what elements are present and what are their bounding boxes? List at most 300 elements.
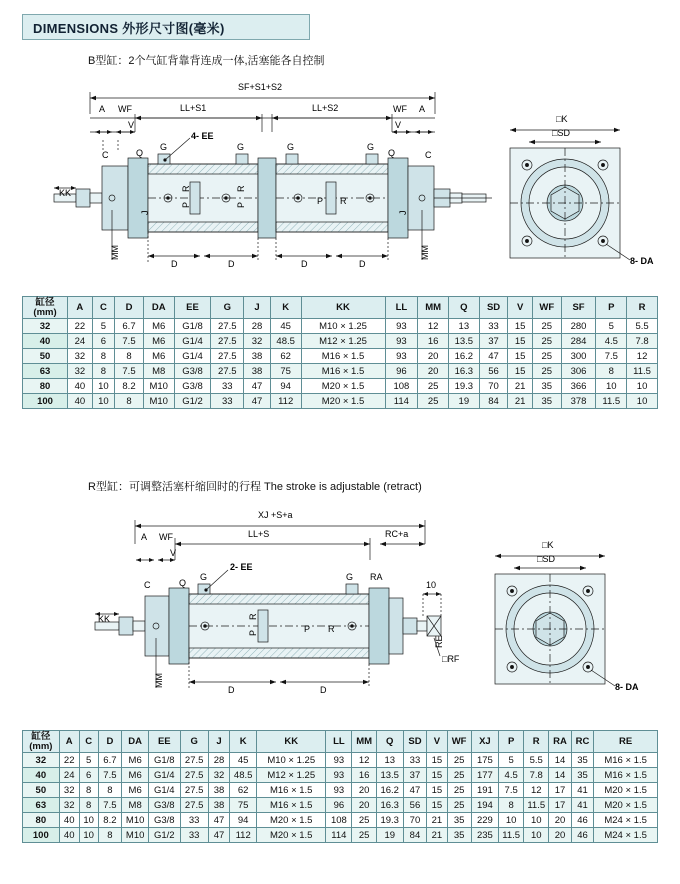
cell-value: 10 bbox=[596, 379, 627, 394]
th-wf-r: WF bbox=[447, 731, 471, 753]
cell-value: 12 bbox=[352, 753, 377, 768]
cell-value: 45 bbox=[230, 753, 257, 768]
cell-bore: 32 bbox=[23, 319, 68, 334]
label-r-3: R bbox=[340, 196, 347, 206]
label-g-r2: G bbox=[346, 572, 354, 582]
cell-value: G1/2 bbox=[174, 394, 211, 409]
cell-value: 15 bbox=[508, 334, 533, 349]
cell-value: 22 bbox=[68, 319, 93, 334]
cell-value: 21 bbox=[427, 813, 447, 828]
cell-value: M20 × 1.5 bbox=[257, 828, 326, 843]
cell-value: 306 bbox=[561, 364, 596, 379]
th-g: G bbox=[211, 297, 244, 319]
cell-value: 35 bbox=[532, 394, 561, 409]
cell-value: 35 bbox=[447, 813, 471, 828]
cell-value: 38 bbox=[208, 783, 230, 798]
cell-value: M16 × 1.5 bbox=[257, 783, 326, 798]
cell-value: 8 bbox=[92, 349, 115, 364]
cell-value: 10 bbox=[627, 394, 658, 409]
cell-value: G3/8 bbox=[149, 798, 181, 813]
cell-value: 4.5 bbox=[499, 768, 524, 783]
cell-value: 11.5 bbox=[596, 394, 627, 409]
cell-bore: 80 bbox=[23, 813, 60, 828]
cell-value: 20 bbox=[418, 364, 449, 379]
label-mm-left: MM bbox=[110, 245, 120, 260]
cell-value: 7.5 bbox=[115, 364, 144, 379]
cell-value: M24 × 1.5 bbox=[594, 828, 658, 843]
label-q-r: Q bbox=[179, 578, 187, 588]
cell-value: M12 × 1.25 bbox=[257, 768, 326, 783]
cell-value: 12 bbox=[418, 319, 449, 334]
label-wf-right: WF bbox=[393, 104, 407, 114]
cell-value: M20 × 1.5 bbox=[301, 379, 385, 394]
cell-value: 6 bbox=[92, 334, 115, 349]
cell-value: M6 bbox=[143, 349, 174, 364]
cell-value: 7.8 bbox=[627, 334, 658, 349]
dimensions-table-r bbox=[22, 730, 658, 843]
cell-value: 191 bbox=[471, 783, 498, 798]
table-row bbox=[23, 768, 658, 783]
cell-value: M6 bbox=[122, 768, 149, 783]
cell-value: 8 bbox=[79, 783, 98, 798]
cell-value: 38 bbox=[244, 364, 271, 379]
cell-value: G1/4 bbox=[174, 334, 211, 349]
label-p-r1: P bbox=[248, 629, 258, 636]
label-re: RE bbox=[434, 635, 444, 648]
cell-value: M20 × 1.5 bbox=[594, 798, 658, 813]
drawing-b-type-cylinder bbox=[40, 70, 654, 290]
label-r-1: R bbox=[181, 185, 191, 192]
cell-value: 37 bbox=[479, 334, 508, 349]
label-g-1: G bbox=[160, 142, 168, 152]
cell-value: 12 bbox=[524, 783, 549, 798]
cell-value: 94 bbox=[230, 813, 257, 828]
cell-value: 84 bbox=[403, 828, 427, 843]
cell-value: 10 bbox=[524, 828, 549, 843]
cell-value: 93 bbox=[385, 319, 418, 334]
label-10: 10 bbox=[426, 580, 437, 590]
cell-value: M12 × 1.25 bbox=[301, 334, 385, 349]
label-v-left: V bbox=[128, 120, 135, 130]
cell-value: 378 bbox=[561, 394, 596, 409]
label-sd-end-r: □SD bbox=[537, 554, 555, 564]
cell-value: 56 bbox=[403, 798, 427, 813]
th-d: D bbox=[115, 297, 144, 319]
cell-value: 75 bbox=[230, 798, 257, 813]
cell-bore: 100 bbox=[23, 828, 60, 843]
th-xj-r: XJ bbox=[471, 731, 498, 753]
label-sf-s1-s2: SF+S1+S2 bbox=[238, 82, 283, 92]
th-k-r: K bbox=[230, 731, 257, 753]
th-rc-r: RC bbox=[571, 731, 593, 753]
cell-value: 20 bbox=[418, 349, 449, 364]
cell-value: 32 bbox=[59, 798, 79, 813]
label-k-end-r: □K bbox=[542, 540, 554, 550]
cell-value: G3/8 bbox=[174, 379, 211, 394]
cell-value: M10 × 1.25 bbox=[301, 319, 385, 334]
cell-value: 19.3 bbox=[376, 813, 403, 828]
cell-value: 48.5 bbox=[230, 768, 257, 783]
cell-value: M8 bbox=[122, 798, 149, 813]
cell-value: M6 bbox=[122, 783, 149, 798]
cell-value: 25 bbox=[352, 828, 377, 843]
th-v: V bbox=[508, 297, 533, 319]
cell-value: 62 bbox=[230, 783, 257, 798]
cell-value: 28 bbox=[244, 319, 271, 334]
label-g-3: G bbox=[287, 142, 295, 152]
cell-value: 300 bbox=[561, 349, 596, 364]
cell-value: 40 bbox=[68, 379, 93, 394]
cell-value: 5.5 bbox=[524, 753, 549, 768]
cell-value: 108 bbox=[326, 813, 352, 828]
cell-value: 4.5 bbox=[596, 334, 627, 349]
cell-value: M20 × 1.5 bbox=[594, 783, 658, 798]
label-c-right: C bbox=[425, 150, 432, 160]
th-kk-r: KK bbox=[257, 731, 326, 753]
label-mm-right: MM bbox=[420, 245, 430, 260]
cell-value: 48.5 bbox=[270, 334, 301, 349]
table-row bbox=[23, 379, 658, 394]
cell-value: 32 bbox=[208, 768, 230, 783]
cell-value: 46 bbox=[571, 813, 593, 828]
cell-value: G1/8 bbox=[174, 319, 211, 334]
cell-value: 235 bbox=[471, 828, 498, 843]
cell-value: 70 bbox=[403, 813, 427, 828]
cell-value: 5 bbox=[79, 753, 98, 768]
cell-value: 15 bbox=[427, 753, 447, 768]
cell-value: 32 bbox=[59, 783, 79, 798]
label-d-4: D bbox=[359, 259, 366, 269]
cell-value: 45 bbox=[270, 319, 301, 334]
th-sd-r: SD bbox=[403, 731, 427, 753]
cell-value: 47 bbox=[208, 813, 230, 828]
cell-value: 6.7 bbox=[115, 319, 144, 334]
cell-value: 280 bbox=[561, 319, 596, 334]
cell-bore: 40 bbox=[23, 768, 60, 783]
cell-value: 15 bbox=[427, 798, 447, 813]
cell-value: M16 × 1.5 bbox=[301, 364, 385, 379]
cell-value: 17 bbox=[549, 783, 571, 798]
cell-value: 32 bbox=[244, 334, 271, 349]
cell-value: 32 bbox=[68, 349, 93, 364]
cell-value: 27.5 bbox=[180, 783, 208, 798]
label-v-r: V bbox=[170, 548, 177, 558]
cell-value: M24 × 1.5 bbox=[594, 813, 658, 828]
cell-value: M10 bbox=[143, 394, 174, 409]
cell-value: 21 bbox=[427, 828, 447, 843]
cell-value: M10 × 1.25 bbox=[257, 753, 326, 768]
th-a: A bbox=[68, 297, 93, 319]
table-row bbox=[23, 753, 658, 768]
label-wf-left: WF bbox=[118, 104, 132, 114]
cell-value: 25 bbox=[532, 349, 561, 364]
section-b-caption: B型缸：2个气缸背靠背连成一体,活塞能各自控制 bbox=[88, 55, 325, 67]
cell-value: 5 bbox=[499, 753, 524, 768]
cell-value: 5.5 bbox=[627, 319, 658, 334]
cell-value: M8 bbox=[143, 364, 174, 379]
drawing-b-svg bbox=[40, 70, 650, 290]
cell-value: 16.3 bbox=[376, 798, 403, 813]
table-b-body bbox=[23, 319, 658, 409]
cell-value: 22 bbox=[59, 753, 79, 768]
cell-value: 96 bbox=[385, 364, 418, 379]
cell-value: 15 bbox=[508, 349, 533, 364]
cell-value: 27.5 bbox=[180, 753, 208, 768]
cell-value: 17 bbox=[549, 798, 571, 813]
th-bore: 缸径 (mm) bbox=[23, 297, 68, 319]
cell-value: 33 bbox=[180, 828, 208, 843]
cell-value: 8 bbox=[98, 828, 122, 843]
th-g-r: G bbox=[180, 731, 208, 753]
cell-value: M6 bbox=[143, 319, 174, 334]
cell-value: G1/4 bbox=[149, 768, 181, 783]
cell-value: 114 bbox=[385, 394, 418, 409]
cell-value: 35 bbox=[571, 768, 593, 783]
cell-value: M16 × 1.5 bbox=[301, 349, 385, 364]
label-c-left: C bbox=[102, 150, 109, 160]
cell-value: M16 × 1.5 bbox=[594, 768, 658, 783]
th-ee-r: EE bbox=[149, 731, 181, 753]
section-r-caption: R型缸：可调整活塞杆缩回时的行程 The stroke is adjustable (retract) bbox=[88, 481, 422, 493]
cell-value: 16.2 bbox=[448, 349, 479, 364]
label-ll-s2: LL+S2 bbox=[312, 103, 339, 113]
cell-bore: 100 bbox=[23, 394, 68, 409]
cell-value: 33 bbox=[211, 379, 244, 394]
cell-value: 93 bbox=[326, 753, 352, 768]
cell-value: 7.5 bbox=[115, 334, 144, 349]
cell-value: 366 bbox=[561, 379, 596, 394]
label-ra: RA bbox=[370, 572, 383, 582]
cell-value: G1/2 bbox=[149, 828, 181, 843]
cell-value: 7.5 bbox=[499, 783, 524, 798]
th-ra-r: RA bbox=[549, 731, 571, 753]
cell-value: 15 bbox=[508, 364, 533, 379]
cell-value: 20 bbox=[549, 813, 571, 828]
cell-value: 16 bbox=[352, 768, 377, 783]
cell-value: 27.5 bbox=[180, 768, 208, 783]
cell-value: 27.5 bbox=[180, 798, 208, 813]
cell-value: 8.2 bbox=[98, 813, 122, 828]
cell-value: 25 bbox=[447, 798, 471, 813]
th-da: DA bbox=[143, 297, 174, 319]
th-c-r: C bbox=[79, 731, 98, 753]
cell-value: M20 × 1.5 bbox=[257, 813, 326, 828]
dimensions-table-b bbox=[22, 296, 658, 409]
cell-value: 7.5 bbox=[596, 349, 627, 364]
cell-value: 40 bbox=[59, 828, 79, 843]
cell-value: 27.5 bbox=[211, 364, 244, 379]
cell-value: 25 bbox=[418, 394, 449, 409]
label-v-right: V bbox=[395, 120, 402, 130]
table-row bbox=[23, 798, 658, 813]
cell-value: 47 bbox=[244, 379, 271, 394]
label-p-1: P bbox=[181, 201, 191, 208]
label-q-left: Q bbox=[136, 148, 144, 158]
label-g-2: G bbox=[237, 142, 245, 152]
label-a-r: A bbox=[141, 532, 148, 542]
table-row bbox=[23, 349, 658, 364]
label-rc-a: RC+a bbox=[385, 529, 409, 539]
cell-value: 5 bbox=[92, 319, 115, 334]
cell-value: 13.5 bbox=[448, 334, 479, 349]
cell-value: 175 bbox=[471, 753, 498, 768]
table-row bbox=[23, 783, 658, 798]
th-d-r: D bbox=[98, 731, 122, 753]
label-kk: KK bbox=[59, 188, 72, 198]
cell-value: 8 bbox=[79, 798, 98, 813]
cell-value: 12 bbox=[627, 349, 658, 364]
table-row bbox=[23, 394, 658, 409]
cell-value: 108 bbox=[385, 379, 418, 394]
label-8-da-r: 8- DA bbox=[615, 682, 639, 692]
th-kk: KK bbox=[301, 297, 385, 319]
cell-value: 75 bbox=[270, 364, 301, 379]
cell-value: 35 bbox=[571, 753, 593, 768]
label-xj-s-a: XJ +S+a bbox=[258, 510, 293, 520]
label-mm-r: MM bbox=[154, 673, 164, 688]
th-q: Q bbox=[448, 297, 479, 319]
cell-value: 13.5 bbox=[376, 768, 403, 783]
cell-value: 94 bbox=[270, 379, 301, 394]
cell-value: 15 bbox=[427, 768, 447, 783]
table-row bbox=[23, 364, 658, 379]
cell-value: 13 bbox=[376, 753, 403, 768]
cell-value: 56 bbox=[479, 364, 508, 379]
cell-value: 112 bbox=[270, 394, 301, 409]
cell-value: G1/4 bbox=[174, 349, 211, 364]
th-da-r: DA bbox=[122, 731, 149, 753]
th-ll: LL bbox=[385, 297, 418, 319]
label-r-2: R bbox=[236, 185, 246, 192]
cell-value: 28 bbox=[208, 753, 230, 768]
cell-bore: 63 bbox=[23, 798, 60, 813]
th-p: P bbox=[596, 297, 627, 319]
cell-value: 25 bbox=[447, 768, 471, 783]
cell-value: 114 bbox=[326, 828, 352, 843]
label-d-r1: D bbox=[228, 685, 235, 695]
label-g-4: G bbox=[367, 142, 375, 152]
cell-value: G1/8 bbox=[149, 753, 181, 768]
cell-value: 5 bbox=[596, 319, 627, 334]
cell-value: 19 bbox=[376, 828, 403, 843]
cell-value: 24 bbox=[59, 768, 79, 783]
label-kk-r: KK bbox=[98, 614, 111, 624]
label-p-3: P bbox=[317, 196, 324, 206]
label-r-r1: R bbox=[248, 613, 258, 620]
label-ll-s: LL+S bbox=[248, 529, 270, 539]
th-r-r: R bbox=[524, 731, 549, 753]
th-r: R bbox=[627, 297, 658, 319]
cell-value: M16 × 1.5 bbox=[257, 798, 326, 813]
table-row bbox=[23, 813, 658, 828]
label-j-left: J bbox=[140, 210, 150, 215]
cell-value: 15 bbox=[508, 319, 533, 334]
cell-value: G1/4 bbox=[149, 783, 181, 798]
th-ll-r: LL bbox=[326, 731, 352, 753]
cell-value: 62 bbox=[270, 349, 301, 364]
cell-value: 40 bbox=[59, 813, 79, 828]
cell-value: 93 bbox=[385, 349, 418, 364]
cell-value: 41 bbox=[571, 783, 593, 798]
table-row bbox=[23, 334, 658, 349]
cell-value: 7.8 bbox=[524, 768, 549, 783]
cell-bore: 40 bbox=[23, 334, 68, 349]
label-g-r1: G bbox=[200, 572, 208, 582]
page-title bbox=[22, 14, 310, 40]
cell-value: 33 bbox=[479, 319, 508, 334]
label-a-right: A bbox=[419, 104, 426, 114]
cell-value: 8 bbox=[92, 364, 115, 379]
cell-value: M10 bbox=[122, 828, 149, 843]
page-title-text: DIMENSIONS 外形尺寸图(毫米) bbox=[33, 20, 225, 36]
label-ll-s1: LL+S1 bbox=[180, 103, 207, 113]
table-b-header-row bbox=[23, 297, 658, 319]
cell-value: 7.5 bbox=[98, 768, 122, 783]
cell-value: 16.2 bbox=[376, 783, 403, 798]
th-k: K bbox=[270, 297, 301, 319]
cell-value: 6.7 bbox=[98, 753, 122, 768]
th-sd: SD bbox=[479, 297, 508, 319]
cell-value: 10 bbox=[92, 394, 115, 409]
cell-value: 10 bbox=[499, 813, 524, 828]
cell-value: 25 bbox=[532, 319, 561, 334]
cell-value: 27.5 bbox=[211, 319, 244, 334]
label-2-ee: 2- EE bbox=[230, 562, 253, 572]
cell-value: 10 bbox=[524, 813, 549, 828]
cell-value: M6 bbox=[122, 753, 149, 768]
cell-value: 33 bbox=[180, 813, 208, 828]
cell-value: 84 bbox=[479, 394, 508, 409]
cell-value: 96 bbox=[326, 798, 352, 813]
cell-value: 19 bbox=[448, 394, 479, 409]
th-j: J bbox=[244, 297, 271, 319]
cell-value: 10 bbox=[79, 828, 98, 843]
label-wf-r: WF bbox=[159, 532, 173, 542]
cell-value: 14 bbox=[549, 768, 571, 783]
cell-value: 8 bbox=[499, 798, 524, 813]
cell-value: 20 bbox=[549, 828, 571, 843]
th-sf: SF bbox=[561, 297, 596, 319]
cell-bore: 50 bbox=[23, 349, 68, 364]
cell-value: 8 bbox=[98, 783, 122, 798]
table-row bbox=[23, 319, 658, 334]
th-v-r: V bbox=[427, 731, 447, 753]
cell-value: 93 bbox=[326, 768, 352, 783]
th-mm: MM bbox=[418, 297, 449, 319]
label-p-r2: P bbox=[304, 624, 311, 634]
cell-bore: 63 bbox=[23, 364, 68, 379]
cell-value: 25 bbox=[532, 334, 561, 349]
cell-value: 19.3 bbox=[448, 379, 479, 394]
cell-value: 6 bbox=[79, 768, 98, 783]
label-d-r2: D bbox=[320, 685, 327, 695]
cell-value: 112 bbox=[230, 828, 257, 843]
cell-value: M6 bbox=[143, 334, 174, 349]
cell-value: 27.5 bbox=[211, 349, 244, 364]
cell-value: M10 bbox=[143, 379, 174, 394]
cell-value: 16 bbox=[418, 334, 449, 349]
cell-value: 21 bbox=[508, 379, 533, 394]
cell-value: 37 bbox=[403, 768, 427, 783]
cell-value: 16.3 bbox=[448, 364, 479, 379]
label-4-ee: 4- EE bbox=[191, 131, 214, 141]
cell-value: 10 bbox=[92, 379, 115, 394]
cell-value: 27.5 bbox=[211, 334, 244, 349]
cell-value: 21 bbox=[508, 394, 533, 409]
cell-value: 194 bbox=[471, 798, 498, 813]
label-r-r2: R bbox=[328, 624, 335, 634]
cell-value: 8.2 bbox=[115, 379, 144, 394]
